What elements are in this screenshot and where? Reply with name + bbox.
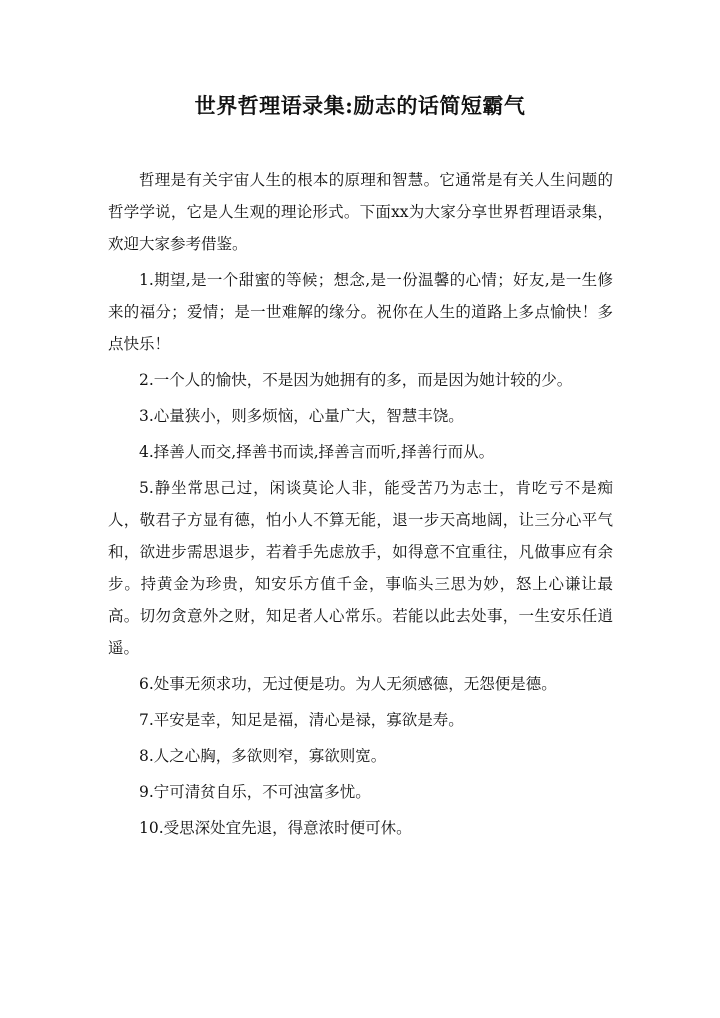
quote-paragraph-3: 3.心量狭小，则多烦恼，心量广大，智慧丰饶。 <box>139 407 464 425</box>
document-title: 世界哲理语录集:励志的话简短霸气 <box>194 93 526 118</box>
quote-paragraph-9: 9.宁可清贫自乐，不可浊富多忧。 <box>139 783 371 801</box>
quote-paragraph-4: 4.择善人而交,择善书而读,择善言而听,择善行而从。 <box>139 443 495 461</box>
quote-paragraph-5: 5.静坐常思己过，闲谈莫论人非，能受苦乃为志士，肯吃亏不是痴人，敬君子方显有德，怕小人不算无能，退一步天高地阔，让三分心平气和，欲进步需思退步，若着手先虑放手，如得意不宜重往，凡做事应有余步。持黄金为珍贵，知安乐方值千金，事临头三思为妙，怒上心谦让最高。切勿贪意外之财，知足者人心常乐。若能以此去处事，一生安乐任逍遥。 <box>108 479 613 657</box>
intro-paragraph: 哲理是有关宇宙人生的根本的原理和智慧。它通常是有关人生问题的哲学学说，它是人生观的理论形式。下面xx为大家分享世界哲理语录集，欢迎大家参考借鉴。 <box>108 171 613 253</box>
quote-paragraph-2: 2.一个人的愉快，不是因为她拥有的多，而是因为她计较的少。 <box>139 371 573 389</box>
quote-paragraph-1: 1.期望,是一个甜蜜的等候；想念,是一份温馨的心情；好友,是一生修来的福分；爱情；是一世难解的缘分。祝你在人生的道路上多点愉快！多点快乐！ <box>108 271 613 353</box>
quote-paragraph-7: 7.平安是幸，知足是福，清心是禄，寡欲是寿。 <box>139 711 464 729</box>
document-body <box>108 164 613 844</box>
quote-paragraph-6: 6.处事无须求功，无过便是功。为人无须感德，无怨便是德。 <box>139 675 557 693</box>
quote-paragraph-8: 8.人之心胸，多欲则窄，寡欲则宽。 <box>139 747 387 765</box>
quote-paragraph-10: 10.受思深处宜先退，得意浓时便可休。 <box>139 819 412 837</box>
